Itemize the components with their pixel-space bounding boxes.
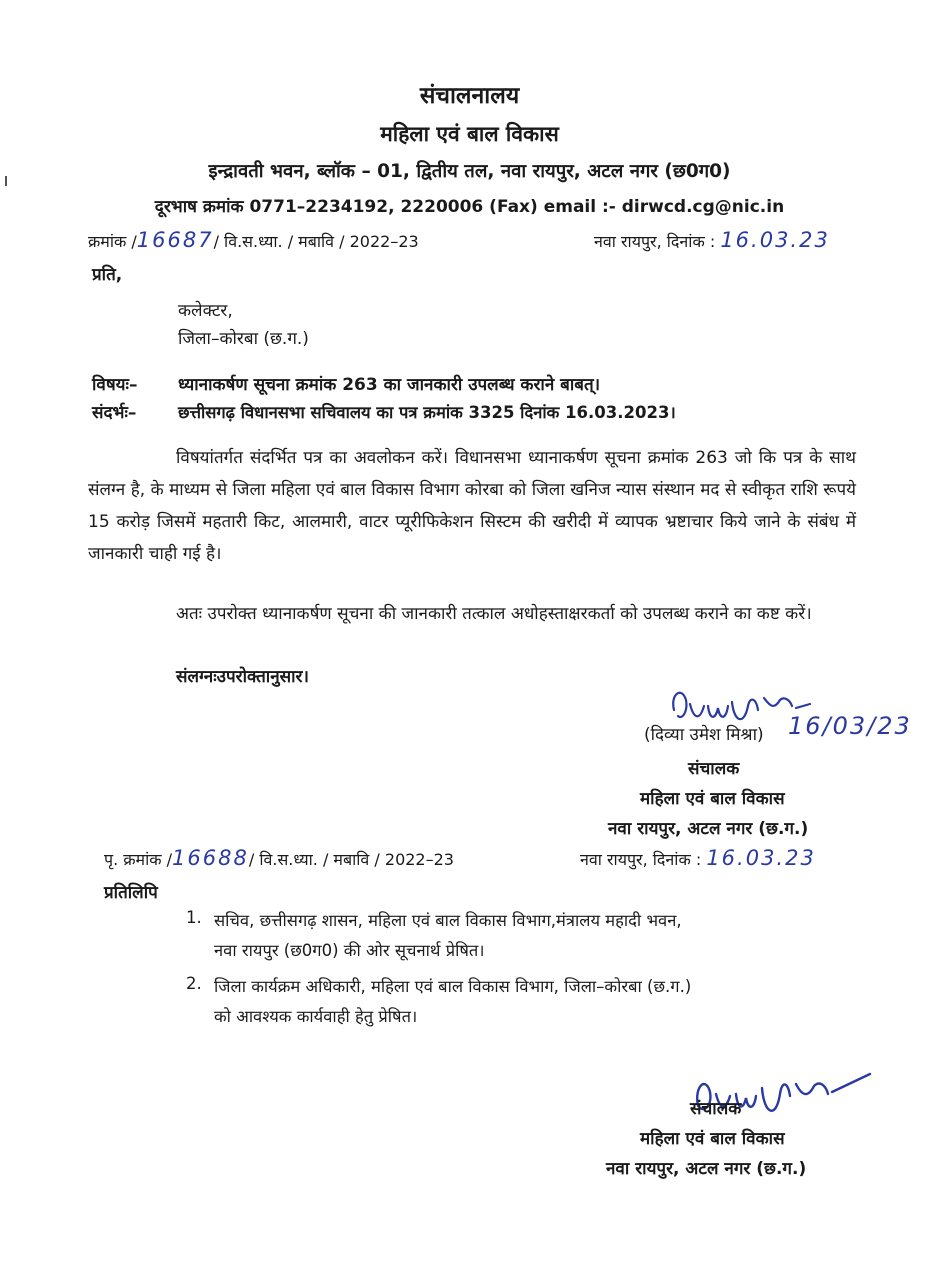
signature-2-designation: संचालक <box>690 1099 742 1119</box>
ref2-number-handwritten: 16688 <box>172 846 249 870</box>
signature-1-department: महिला एवं बाल विकास <box>640 789 785 809</box>
letterhead-title: संचालनालय <box>419 83 520 109</box>
signatory-name: (दिव्या उमेश मिश्रा) <box>644 725 764 745</box>
letterhead-department: महिला एवं बाल विकास <box>380 122 559 146</box>
signature-1-date-handwritten: 16/03/23 <box>788 712 912 740</box>
ref2-date-label: नवा रायपुर, दिनांक : <box>580 850 702 869</box>
letterhead-contact: दूरभाष क्रमांक 0771–2234192, 2220006 (Fax) email :- dirwcd.cg@nic.in <box>154 197 785 217</box>
signature-2-place: नवा रायपुर, अटल नगर (छ.ग.) <box>606 1159 807 1179</box>
ref2-prefix: पृ. क्रमांक / <box>104 850 173 869</box>
copy-item-line: नवा रायपुर (छ0ग0) की ओर सूचनार्थ प्रेषित। <box>214 941 485 960</box>
ref2-suffix: / वि.स.ध्या. / मबावि / 2022–23 <box>248 850 454 869</box>
endorsement-number <box>104 846 454 870</box>
body-paragraph-1: विषयांतर्गत संदर्भित पत्र का अवलोकन करें। विधानसभा ध्यानाकर्षण सूचना क्रमांक 263 जो कि पत्र के साथ संलग्न है, के माध्यम से जिला महिला एवं बाल विकास विभाग कोरबा को जिला खनिज न्यास संस्थान मद से स्वीकृत राशि रूपये 15 करोड़ जिसमें महतारी किट, आलमारी, वाटर प्यूरीफिकेशन सिस्टम की खरीदी में व्यापक भ्रष्टाचार किये जाने के संबंध में जानकारी चाही गई है। <box>88 448 856 564</box>
signature-1-place: नवा रायपुर, अटल नगर (छ.ग.) <box>608 819 809 839</box>
copy-item-line: सचिव, छत्तीसगढ़ शासन, महिला एवं बाल विकास विभाग,मंत्रालय महादी भवन, <box>214 911 682 930</box>
ref2-date-handwritten: 16.03.23 <box>706 846 816 870</box>
ref-prefix: क्रमांक / <box>88 232 137 251</box>
reference-date <box>594 228 830 252</box>
subject-label: विषयः– <box>92 375 138 395</box>
signature-2-department: महिला एवं बाल विकास <box>640 1129 785 1149</box>
signature-1-designation: संचालक <box>688 759 740 779</box>
ref-suffix: / वि.स.ध्या. / मबावि / 2022–23 <box>213 232 419 251</box>
subject-text: ध्यानाकर्षण सूचना क्रमांक 263 का जानकारी उपलब्ध कराने बाबत्। <box>178 375 601 395</box>
copy-item-number: 2. <box>186 974 202 993</box>
reference-text: छत्तीसगढ़ विधानसभा सचिवालय का पत्र क्रमांक 3325 दिनांक 16.03.2023। <box>178 403 676 422</box>
to-prati: प्रति, <box>92 265 123 285</box>
ref-date-label: नवा रायपुर, दिनांक : <box>594 232 716 251</box>
reference-label: संदर्भः– <box>92 403 137 423</box>
copy-item-line: को आवश्यक कार्यवाही हेतु प्रेषित। <box>214 1007 418 1026</box>
copy-item-number: 1. <box>186 908 202 927</box>
reference-number <box>88 228 419 252</box>
recipient-title: कलेक्टर, <box>178 301 233 321</box>
copy-item-line: जिला कार्यक्रम अधिकारी, महिला एवं बाल विकास विभाग, जिला–कोरबा (छ.ग.) <box>214 977 692 996</box>
enclosure-note: संलग्नःउपरोक्तानुसार। <box>176 667 309 687</box>
ref-number-handwritten: 16687 <box>136 228 214 252</box>
body-paragraph-2: अतः उपरोक्त ध्यानाकर्षण सूचना की जानकारी तत्काल अधोहस्ताक्षरकर्ता को उपलब्ध कराने का कष्ट करें। <box>176 604 812 624</box>
ref-date-handwritten: 16.03.23 <box>720 228 830 252</box>
recipient-place: जिला–कोरबा (छ.ग.) <box>178 329 309 349</box>
endorsement-date <box>580 846 816 870</box>
letterhead-address: इन्द्रावती भवन, ब्लॉक – 01, द्वितीय तल, नवा रायपुर, अटल नगर (छ0ग0) <box>208 161 731 182</box>
copy-label: प्रतिलिपि <box>104 883 158 903</box>
